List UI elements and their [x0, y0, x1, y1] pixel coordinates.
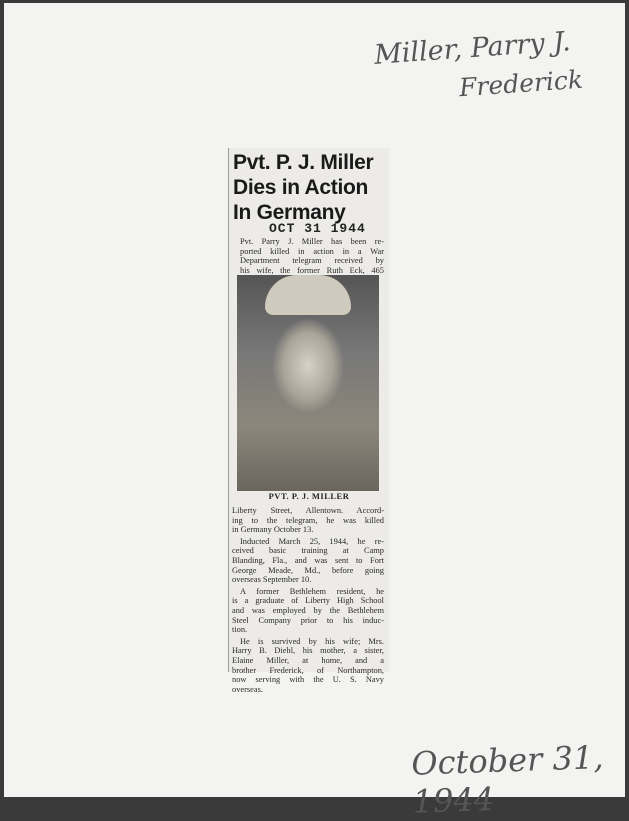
newspaper-clipping — [228, 148, 389, 694]
text-line: Pvt. Parry J. Miller has been re- — [240, 237, 384, 246]
headline-line: Pvt. P. J. Miller — [233, 151, 374, 174]
handwritten-date: October 31, 1944 — [410, 738, 605, 821]
photo-caption: PVT. P. J. MILLER — [268, 491, 350, 501]
handwritten-name: Miller, Parry J. — [373, 26, 572, 71]
text-line: tion. — [232, 625, 248, 635]
text-line: overseas. — [232, 684, 263, 694]
text-line: He is survived by his wife; Mrs. — [240, 636, 384, 646]
soldier-cap — [265, 275, 351, 315]
text-line: his wife, the former Ruth Eck, 465 — [240, 265, 384, 275]
text-line: in Germany October 13. — [232, 525, 314, 535]
text-line: Steel Company prior to his induc- — [232, 615, 384, 625]
text-line: ing to the telegram, he was killed — [232, 515, 384, 525]
date-stamp: OCT 31 1944 — [269, 221, 366, 236]
text-line: A former Bethlehem resident, he — [240, 586, 384, 596]
headline-line: In Germany — [233, 201, 346, 224]
article-paragraph — [232, 637, 384, 695]
text-line: ported killed in action in a War — [240, 246, 384, 256]
article-paragraph — [232, 506, 384, 535]
text-line: brother Frederick, of Northampton, — [232, 665, 384, 675]
article-intro — [232, 237, 384, 277]
text-line: Blanding, Fla., and was sent to Fort — [232, 555, 384, 565]
handwritten-brother-name: Frederick — [458, 64, 584, 103]
article-paragraph — [232, 537, 384, 585]
headline — [233, 150, 373, 225]
portrait-photo — [237, 275, 379, 491]
text-line: overseas September 10. — [232, 575, 312, 585]
text-line: is a graduate of Liberty High School — [232, 596, 384, 606]
text-line: Inducted March 25, 1944, he re- — [240, 536, 384, 546]
text-line: George Meade, Md., before going — [232, 565, 384, 575]
headline-line: Dies in Action — [233, 176, 369, 199]
article-body — [232, 506, 384, 696]
text-line: ceived basic training at Camp — [232, 546, 384, 556]
text-line: Department telegram received by — [240, 256, 384, 266]
text-line: Liberty Street, Allentown. Accord- — [232, 506, 384, 515]
text-line: Harry B. Diehl, his mother, a sister, — [232, 646, 384, 656]
text-line: and was employed by the Bethlehem — [232, 605, 384, 615]
text-line: Elaine Miller, at home, and a — [232, 655, 384, 665]
text-line: now serving with the U. S. Navy — [232, 675, 384, 685]
article-paragraph — [232, 587, 384, 635]
